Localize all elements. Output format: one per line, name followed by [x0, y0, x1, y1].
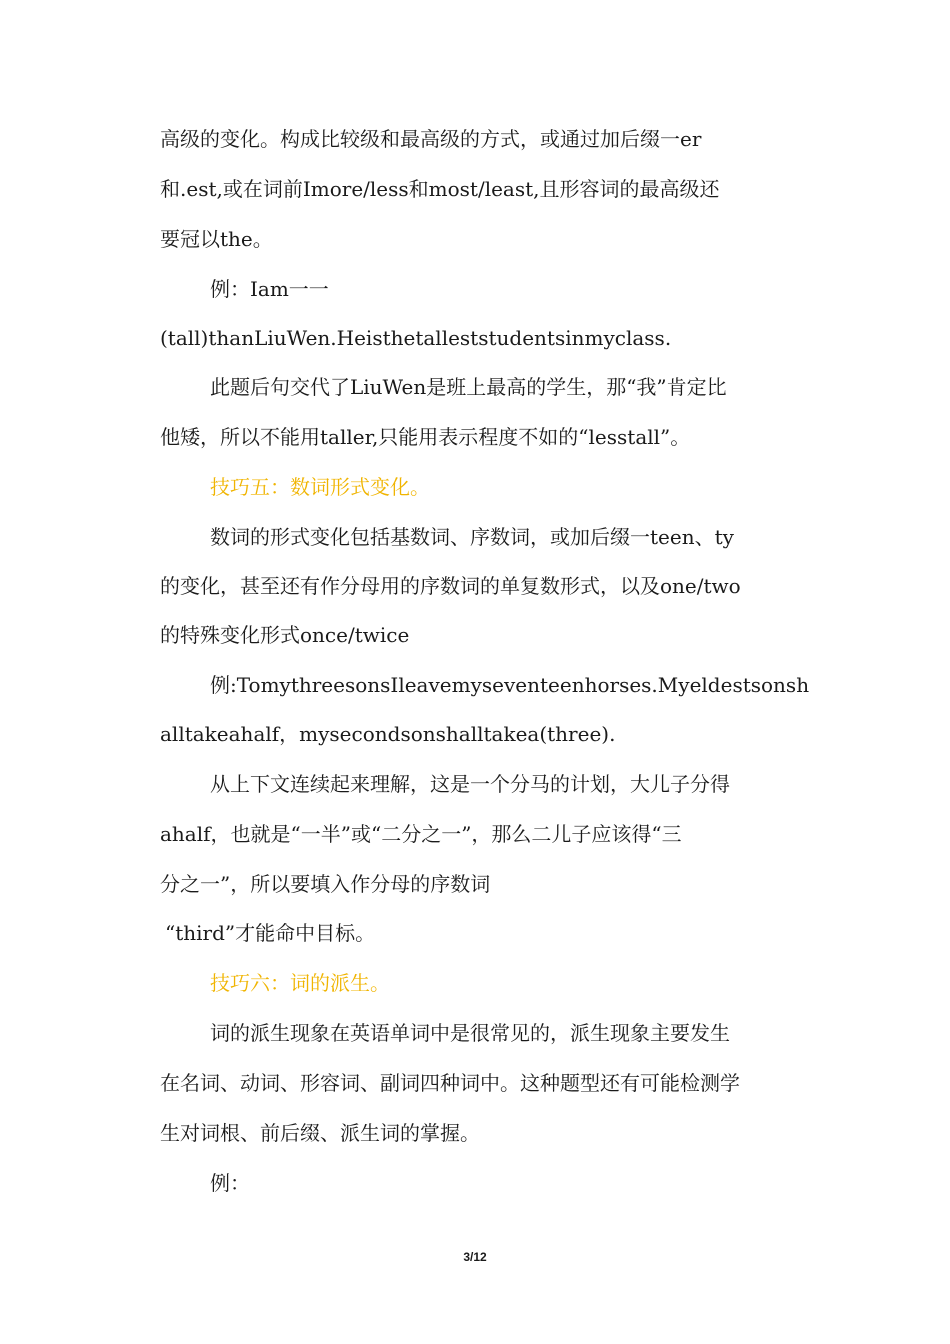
section-heading: 技巧六：词的派生。: [210, 971, 390, 995]
section-heading: 技巧五：数词形式变化。: [210, 475, 430, 499]
paragraph-line: (tall)thanLiuWen.Heisthetalleststudentsinmyclass.: [160, 326, 672, 350]
paragraph-line: 的特殊变化形式once/twice: [160, 623, 410, 647]
paragraph-line: ahalf，也就是“一半”或“二分之一”，那么二儿子应该得“三: [160, 822, 682, 846]
paragraph-line: 数词的形式变化包括基数词、序数词，或加后缀一teen、ty: [210, 525, 734, 549]
page-number: 3/12: [463, 1250, 487, 1264]
paragraph-line: 的变化，甚至还有作分母用的序数词的单复数形式，以及one/two: [160, 574, 741, 598]
example-label: 例：: [210, 1171, 250, 1195]
paragraph-line: 要冠以the。: [160, 227, 273, 251]
paragraph-line: 和.est,或在词前Imore/less和most/least,且形容词的最高级还: [160, 177, 720, 201]
paragraph-line: alltakeahalf，mysecondsonshalltakea(three).: [160, 722, 616, 746]
paragraph-line: 高级的变化。构成比较级和最高级的方式，或通过加后缀一er: [160, 127, 702, 151]
paragraph-line: 他矮，所以不能用taller,只能用表示程度不如的“lesstall”。: [160, 425, 691, 449]
example-label: 例：Iam一一: [210, 277, 329, 301]
paragraph-line: 生对词根、前后缀、派生词的掌握。: [160, 1121, 480, 1145]
example-label: 例:TomythreesonsIleavemyseventeenhorses.Myeldestsonsh: [210, 673, 810, 697]
paragraph-line: “third”才能命中目标。: [165, 921, 376, 945]
paragraph-line: 从上下文连续起来理解，这是一个分马的计划，大儿子分得: [210, 772, 730, 796]
paragraph-line: 词的派生现象在英语单词中是很常见的，派生现象主要发生: [210, 1021, 730, 1045]
paragraph-line: 分之一”，所以要填入作分母的序数词: [160, 872, 491, 896]
paragraph-line: 在名词、动词、形容词、副词四种词中。这种题型还有可能检测学: [160, 1071, 740, 1095]
paragraph-line: 此题后句交代了LiuWen是班上最高的学生，那“我”肯定比: [210, 375, 727, 399]
